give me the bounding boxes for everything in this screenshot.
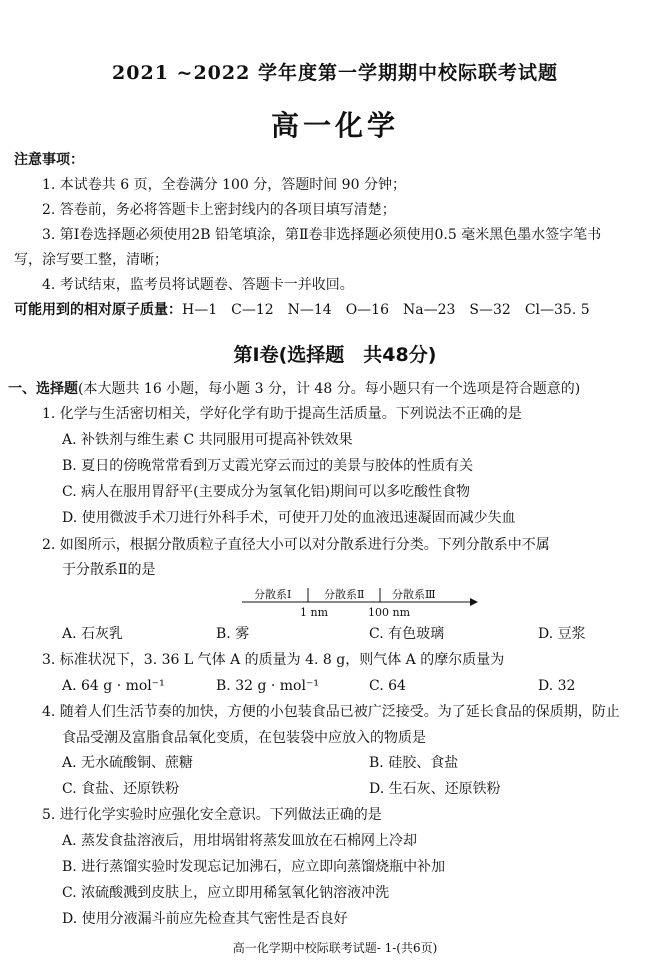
atomic-masses-values: H—1 C—12 N—14 O—16 Na—23 S—32 Cl—35. 5 (182, 302, 590, 318)
option-b: B. 32 g · mol⁻¹ (216, 678, 319, 694)
option-c: C. 有色玻璃 (369, 626, 445, 642)
exam-title: 2021 ~2022 学年度第一学期期中校际联考试题 (112, 62, 558, 84)
section-title: 第Ⅰ卷(选择题 共48分) (233, 344, 437, 366)
subject-title: 高一化学 (270, 109, 399, 142)
option-b: B. 硅胶、食盐 (369, 755, 459, 771)
option-c: C. 浓硫酸溅到皮肤上，应立即用稀氢氧化钠溶液冲洗 (62, 885, 390, 901)
label-system-1: 分散系Ⅰ (254, 588, 292, 601)
option-a: A. 无水硫酸铜、蔗糖 (62, 755, 194, 771)
question-stem: 3. 标准状况下，3. 36 L 气体 A 的质量为 4. 8 g，则气体 A 的摩尔质量为 (42, 652, 505, 668)
arrow-head (470, 598, 478, 606)
option-d: D. 32 (538, 678, 576, 694)
question-stem-cont: 于分散系Ⅱ的是 (62, 562, 156, 578)
option-b: B. 雾 (216, 626, 250, 642)
section-intro-text: (本大题共 16 小题，每小题 3 分，计 48 分。每小题只有一个选项是符合题意的) (78, 381, 581, 397)
option-d: D. 豆浆 (538, 626, 586, 642)
atomic-masses (14, 301, 590, 319)
option-a: A. 蒸发食盐溶液后，用坩埚钳将蒸发皿放在石棉网上冷却 (62, 833, 418, 849)
note-item: 2. 答卷前，务必将答题卡上密封线内的各项目填写清楚； (42, 202, 396, 218)
section-intro (8, 380, 580, 398)
section-intro-label: 一、选择题 (8, 381, 78, 397)
label-system-3: 分散系Ⅲ (392, 588, 436, 601)
option-d: D. 生石灰、还原铁粉 (369, 781, 501, 797)
option-d: D. 使用微波手术刀进行外科手术，可使开刀处的血液迅速凝固而减少失血 (62, 510, 516, 526)
option-c: C. 64 (369, 678, 406, 694)
note-item: 写，涂写要工整，清晰； (14, 252, 168, 268)
question-stem-cont: 食品受潮及富脂食品氧化变质，在包装袋中应放入的物质是 (62, 730, 426, 746)
dispersion-diagram (240, 584, 480, 620)
option-b: B. 夏日的傍晚常常看到万丈霞光穿云而过的美景与胶体的性质有关 (62, 458, 474, 474)
question-stem: 1. 化学与生活密切相关，学好化学有助于提高生活质量。下列说法不正确的是 (42, 406, 522, 422)
option-d: D. 使用分液漏斗前应先检查其气密性是否良好 (62, 911, 348, 927)
label-1nm: 1 nm (300, 606, 329, 619)
notes-heading: 注意事项： (14, 152, 84, 168)
note-item: 3. 第Ⅰ卷选择题必须使用2B 铅笔填涂，第Ⅱ卷非选择题必须使用0.5 毫米黑色墨水签字笔书 (42, 227, 602, 243)
question-stem: 4. 随着人们生活节奏的加快，方便的小包装食品已被广泛接受。为了延长食品的保质期，防止 (42, 704, 620, 720)
label-system-2: 分散系Ⅱ (324, 588, 365, 601)
option-a: A. 石灰乳 (62, 626, 124, 642)
note-item: 4. 考试结束，监考员将试题卷、答题卡一并收回。 (42, 277, 354, 293)
option-a: A. 补铁剂与维生素 C 共同服用可提高补铁效果 (62, 432, 353, 448)
note-item: 1. 本试卷共 6 页，全卷满分 100 分，答题时间 90 分钟； (42, 177, 406, 193)
label-100nm: 100 nm (368, 606, 411, 619)
question-stem: 2. 如图所示，根据分散质粒子直径大小可以对分散系进行分类。下列分散系中不属 (42, 537, 550, 553)
option-a: A. 64 g · mol⁻¹ (62, 678, 165, 694)
question-stem: 5. 进行化学实验时应强化安全意识。下列做法正确的是 (42, 807, 382, 823)
atomic-masses-label: 可能用到的相对原子质量： (14, 302, 182, 318)
option-c: C. 食盐、还原铁粉 (62, 781, 180, 797)
page-footer: 高一化学期中校际联考试题- 1-(共6页) (232, 941, 438, 955)
option-c: C. 病人在服用胃舒平(主要成分为氢氧化铝)期间可以多吃酸性食物 (62, 484, 471, 500)
option-b: B. 进行蒸馏实验时发现忘记加沸石，应立即向蒸馏烧瓶中补加 (62, 859, 446, 875)
